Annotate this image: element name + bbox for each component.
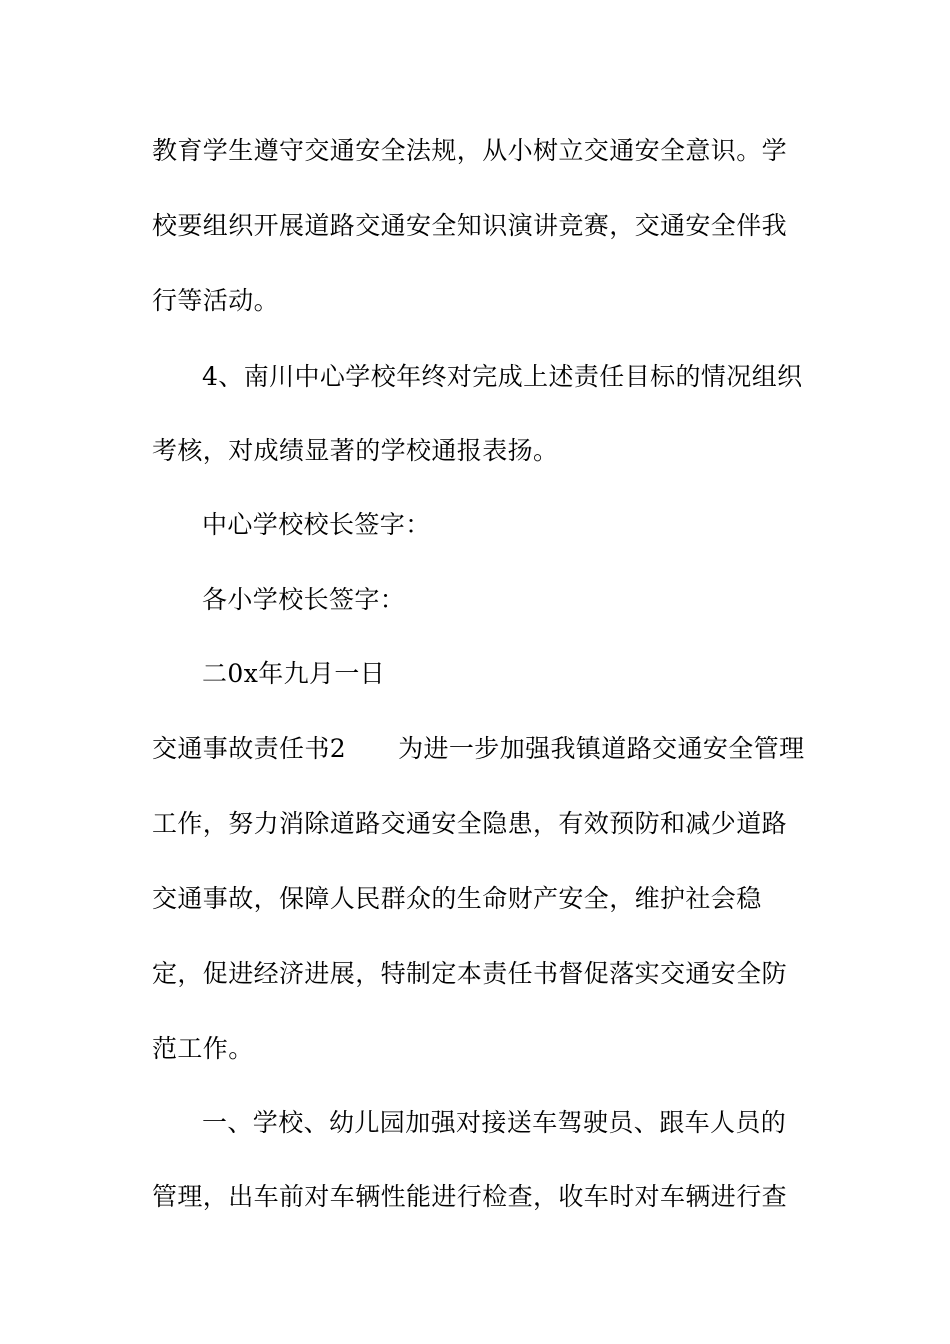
school-heads-signature-label: 各小学校长签字：	[202, 585, 406, 614]
text-line: 交通事故，保障人民群众的生命财产安全，维护社会稳	[152, 884, 762, 913]
section-body-start: 为进一步加强我镇道路交通安全管理	[398, 734, 805, 763]
text-line: 行等活动。	[152, 286, 280, 315]
text-line: 一、学校、幼儿园加强对接送车驾驶员、跟车人员的	[202, 1108, 787, 1137]
text-line	[152, 734, 805, 764]
date-line: 二0x年九月一日	[202, 659, 386, 688]
text-line: 教育学生遵守交通安全法规，从小树立交通安全意识。学	[152, 136, 788, 165]
text-line: 校要组织开展道路交通安全知识演讲竞赛，交通安全伴我	[152, 211, 788, 240]
text-line: 工作，努力消除道路交通安全隐患，有效预防和减少道路	[152, 809, 788, 838]
text-line: 管理，出车前对车辆性能进行检查，收车时对车辆进行查	[152, 1182, 788, 1211]
text-line: 考核，对成绩显著的学校通报表扬。	[152, 436, 559, 465]
text-line: 范工作。	[152, 1034, 254, 1063]
text-line: 定，促进经济进展，特制定本责任书督促落实交通安全防	[152, 959, 788, 988]
section-heading: 交通事故责任书2	[152, 734, 347, 763]
text-line: 4、南川中心学校年终对完成上述责任目标的情况组织	[202, 362, 803, 391]
principal-signature-label: 中心学校校长签字：	[202, 510, 431, 539]
